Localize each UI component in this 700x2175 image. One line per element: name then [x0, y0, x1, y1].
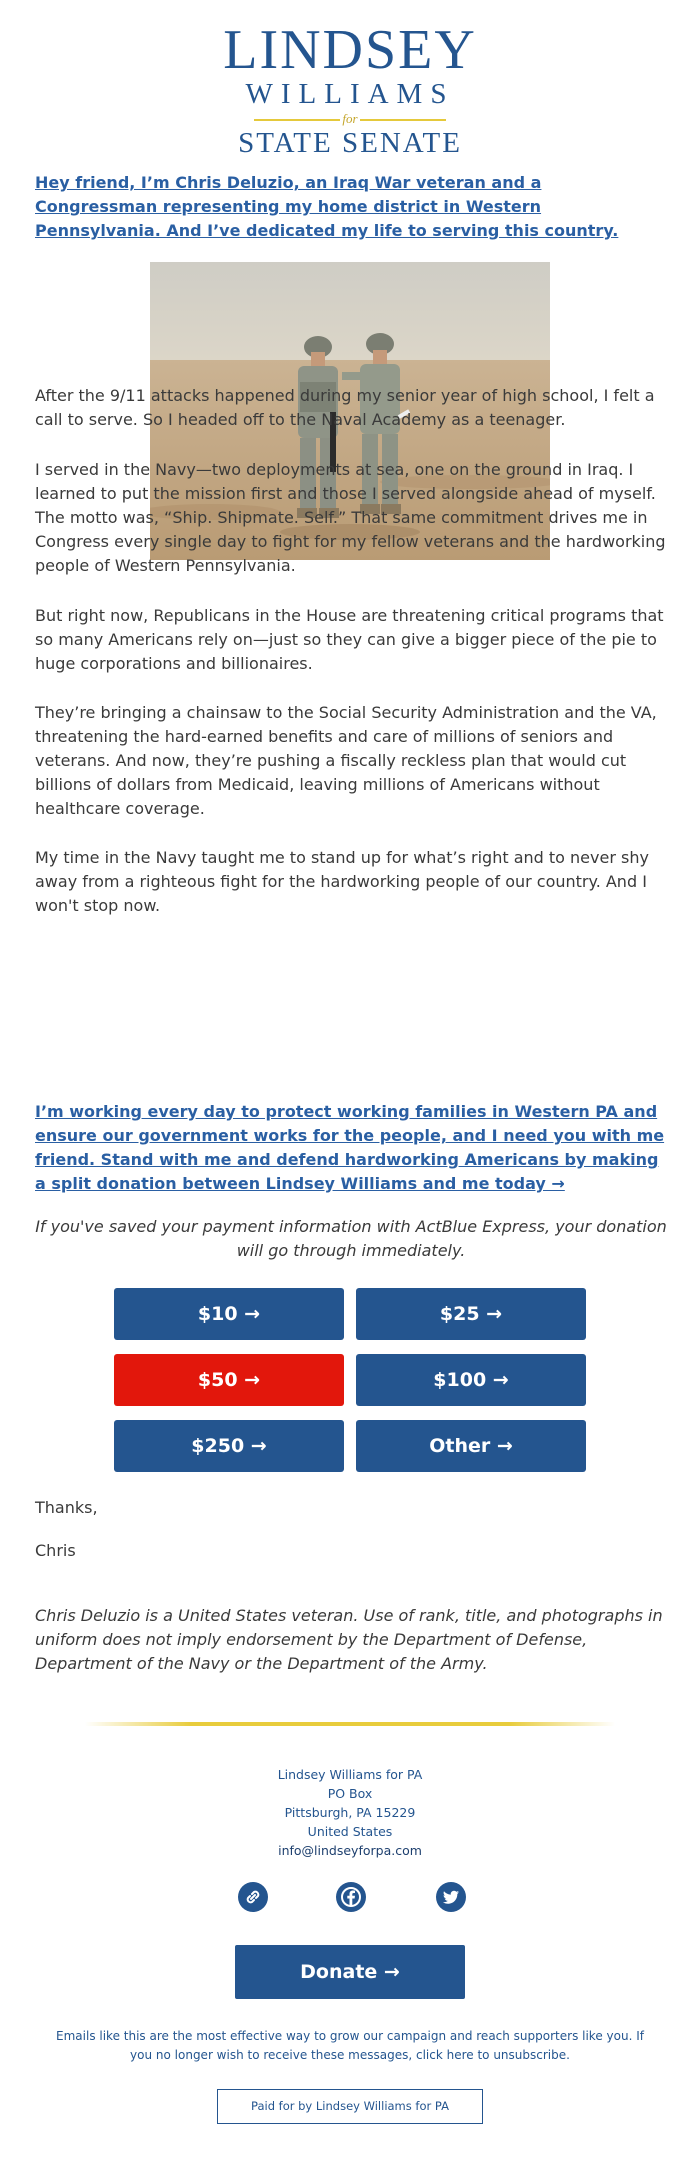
body-paragraph-3: But right now, Republicans in the House are threatening critical programs that so many Americans rely on—just so they can give a bigger piece of the pie to huge corporations and billionaires.	[35, 606, 664, 673]
split-donation-link[interactable]: I’m working every day to protect working families in Western PA and ensure our government works for the people, and I need you with me friend. Stand with me and defend hardworking Americans by making a split donation between Lindsey Williams and me today →	[35, 1102, 665, 1193]
campaign-logo	[0, 19, 700, 159]
body-paragraph-1: After the 9/11 attacks happened during my senior year of high school, I felt a call to serve. So I headed off to the Naval Academy as a teenager.	[35, 386, 655, 429]
donate-25-button[interactable]: $25 →	[356, 1288, 586, 1340]
logo-rule-right	[360, 119, 446, 121]
logo-for-row	[0, 109, 700, 129]
signoff-thanks: Thanks,	[35, 1498, 98, 1517]
body-paragraph-2: I served in the Navy—two deployments at sea, one on the ground in Iraq. I learned to put the mission first and those I served alongside ahead of myself. The motto was, “Ship. Shipmate. Self.” That same commitment drives me in Congress every single day to fight for my fellow veterans and the hardworking people of Western Pennsylvania.	[35, 460, 666, 575]
logo-for-text: for	[342, 111, 358, 126]
donate-250-button[interactable]: $250 →	[114, 1420, 344, 1472]
footer-email-link[interactable]: info@lindseyforpa.com	[278, 1843, 422, 1858]
donate-50-button[interactable]: $50 →	[114, 1354, 344, 1406]
footer-address	[0, 1765, 700, 1860]
logo-office: STATE SENATE	[238, 127, 462, 159]
donate-10-button[interactable]: $10 →	[114, 1288, 344, 1340]
intro-link[interactable]: Hey friend, I’m Chris Deluzio, an Iraq War veteran and a Congressman representing my home district in Western Pennsylvania. And I’ve dedicated my life to serving this country.	[35, 173, 619, 240]
body-paragraph-4: They’re bringing a chainsaw to the Social Security Administration and the VA, threatening the hard-earned benefits and care of millions of seniors and veterans. And now, they’re pushing a fiscally reckless plan that would cut billions of dollars from Medicaid, leaving millions of Americans without healthcare coverage.	[35, 703, 657, 818]
footer-donate-button[interactable]: Donate →	[235, 1945, 465, 1999]
footer-country: United States	[307, 1824, 393, 1839]
twitter-icon[interactable]	[436, 1882, 466, 1912]
donate-other-button[interactable]: Other →	[356, 1420, 586, 1472]
logo-last-name: WILLIAMS	[245, 78, 455, 110]
body-paragraph-5: My time in the Navy taught me to stand up for what’s right and to never shy away from a righteous fight for the hardworking people of our country. And I won't stop now.	[35, 848, 649, 915]
veteran-disclaimer: Chris Deluzio is a United States veteran. Use of rank, title, and photographs in uniform does not imply endorsement by the Department of Defense, Department of the Navy or the Department of the Army.	[35, 1606, 663, 1673]
gold-divider	[85, 1722, 615, 1726]
facebook-icon[interactable]	[336, 1882, 366, 1912]
footer-org: Lindsey Williams for PA	[277, 1767, 423, 1782]
signoff-name: Chris	[35, 1541, 76, 1560]
footer-po-box: PO Box	[327, 1786, 373, 1801]
donate-100-button[interactable]: $100 →	[356, 1354, 586, 1406]
actblue-express-note: If you've saved your payment information with ActBlue Express, your donation will go through immediately.	[35, 1217, 667, 1260]
paid-for-disclaimer: Paid for by Lindsey Williams for PA	[217, 2089, 483, 2124]
footer-city: Pittsburgh, PA 15229	[284, 1805, 416, 1820]
logo-rule-left	[254, 119, 340, 121]
logo-first-name: LINDSEY	[223, 19, 477, 81]
link-icon[interactable]	[238, 1882, 268, 1912]
unsubscribe-note[interactable]: Emails like this are the most effective way to grow our campaign and reach supporters like you. If you no longer wish to receive these messages, click here to unsubscribe.	[56, 2029, 644, 2062]
